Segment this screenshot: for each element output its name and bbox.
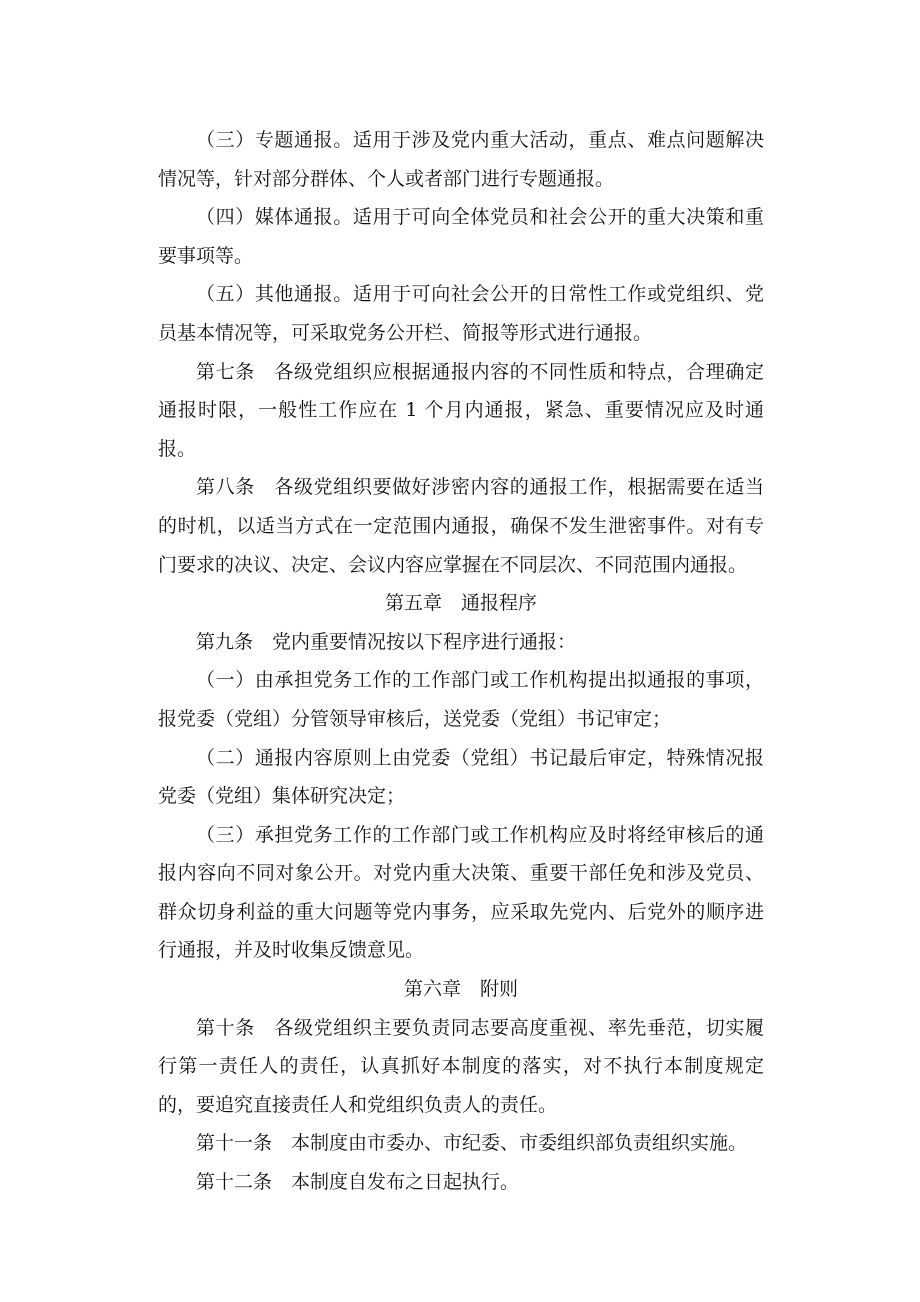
paragraph-procedure-2: （二）通报内容原则上由党委（党组）书记最后审定，特殊情况报党委（党组）集体研究决定； <box>158 746 764 808</box>
paragraph-article-8: 第八条 各级党组织要做好涉密内容的通报工作，根据需要在适当的时机，以适当方式在一定范围内通报，确保不发生泄密事件。对有专门要求的决议、决定、会议内容应掌握在不同层次、不同范围内通报。 <box>158 476 764 576</box>
paragraph-article-9: 第九条 党内重要情况按以下程序进行通报： <box>196 630 577 653</box>
paragraph-media-report: （四）媒体通报。适用于可向全体党员和社会公开的重大决策和重要事项等。 <box>158 206 764 267</box>
chapter-heading-6: 第六章 附则 <box>403 978 518 1001</box>
paragraph-procedure-3: （三）承担党务工作的工作部门或工作机构应及时将经审核后的通报内容向不同对象公开。对党内重大决策、重要干部任免和涉及党员、群众切身利益的重大问题等党内事务，应采取先党内、后党外的顺序进行通报，并及时收集反馈意见。 <box>158 823 764 962</box>
paragraph-special-report: （三）专题通报。适用于涉及党内重大活动，重点、难点问题解决情况等，针对部分群体、个人或者部门进行专题通报。 <box>158 129 764 190</box>
chapter-heading-5: 第五章 通报程序 <box>384 592 537 615</box>
paragraph-other-report: （五）其他通报。适用于可向社会公开的日常性工作或党组织、党员基本情况等，可采取党务公开栏、简报等形式进行通报。 <box>158 283 764 344</box>
paragraph-article-12: 第十二条 本制度自发布之日起执行。 <box>196 1171 520 1194</box>
paragraph-article-7: 第七条 各级党组织应根据通报内容的不同性质和特点，合理确定通报时限，一般性工作应在 1 个月内通报，紧急、重要情况应及时通报。 <box>158 360 764 460</box>
paragraph-article-10: 第十条 各级党组织主要负责同志要高度重视、率先垂范，切实履行第一责任人的责任，认真抓好本制度的落实，对不执行本制度规定的，要追究直接责任人和党组织负责人的责任。 <box>158 1016 764 1116</box>
paragraph-article-11: 第十一条 本制度由市委办、市纪委、市委组织部负责组织实施。 <box>196 1132 748 1155</box>
document-body <box>158 121 764 1202</box>
paragraph-procedure-1: （一）由承担党务工作的工作部门或工作机构提出拟通报的事项，报党委（党组）分管领导审核后，送党委（党组）书记审定； <box>158 669 764 730</box>
